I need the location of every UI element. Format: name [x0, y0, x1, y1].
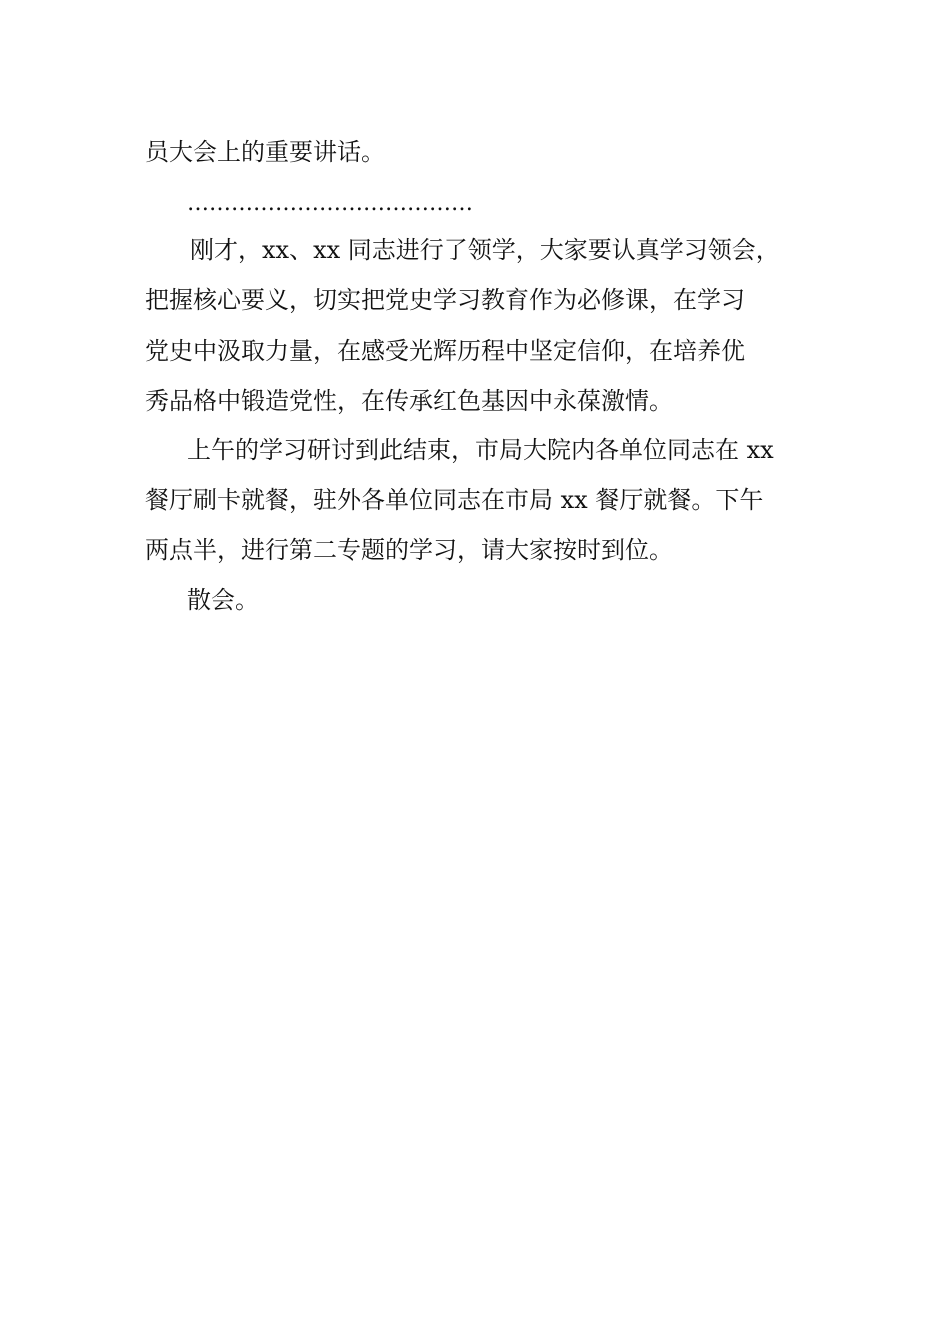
paragraph-line: 把握核心要义，切实把党史学习教育作为必修课，在学习: [145, 286, 745, 314]
paragraph-line: 党史中汲取力量，在感受光辉历程中坚定信仰，在培养优: [145, 337, 745, 365]
paragraph-line: 餐厅刷卡就餐，驻外各单位同志在市局 xx 餐厅就餐。下午: [145, 486, 764, 514]
closing-line: 散会。: [187, 586, 259, 614]
paragraph-line: 员大会上的重要讲话。: [145, 138, 385, 166]
paragraph-line: 刚才，xx、xx 同志进行了领学，大家要认真学习领会，: [190, 236, 780, 264]
ellipsis-line: …………………………………: [187, 191, 473, 216]
paragraph-line: 两点半，进行第二专题的学习，请大家按时到位。: [145, 536, 673, 564]
paragraph-line: 秀品格中锻造党性，在传承红色基因中永葆激情。: [145, 387, 673, 415]
paragraph-line: 上午的学习研讨到此结束，市局大院内各单位同志在 xx: [187, 436, 774, 464]
